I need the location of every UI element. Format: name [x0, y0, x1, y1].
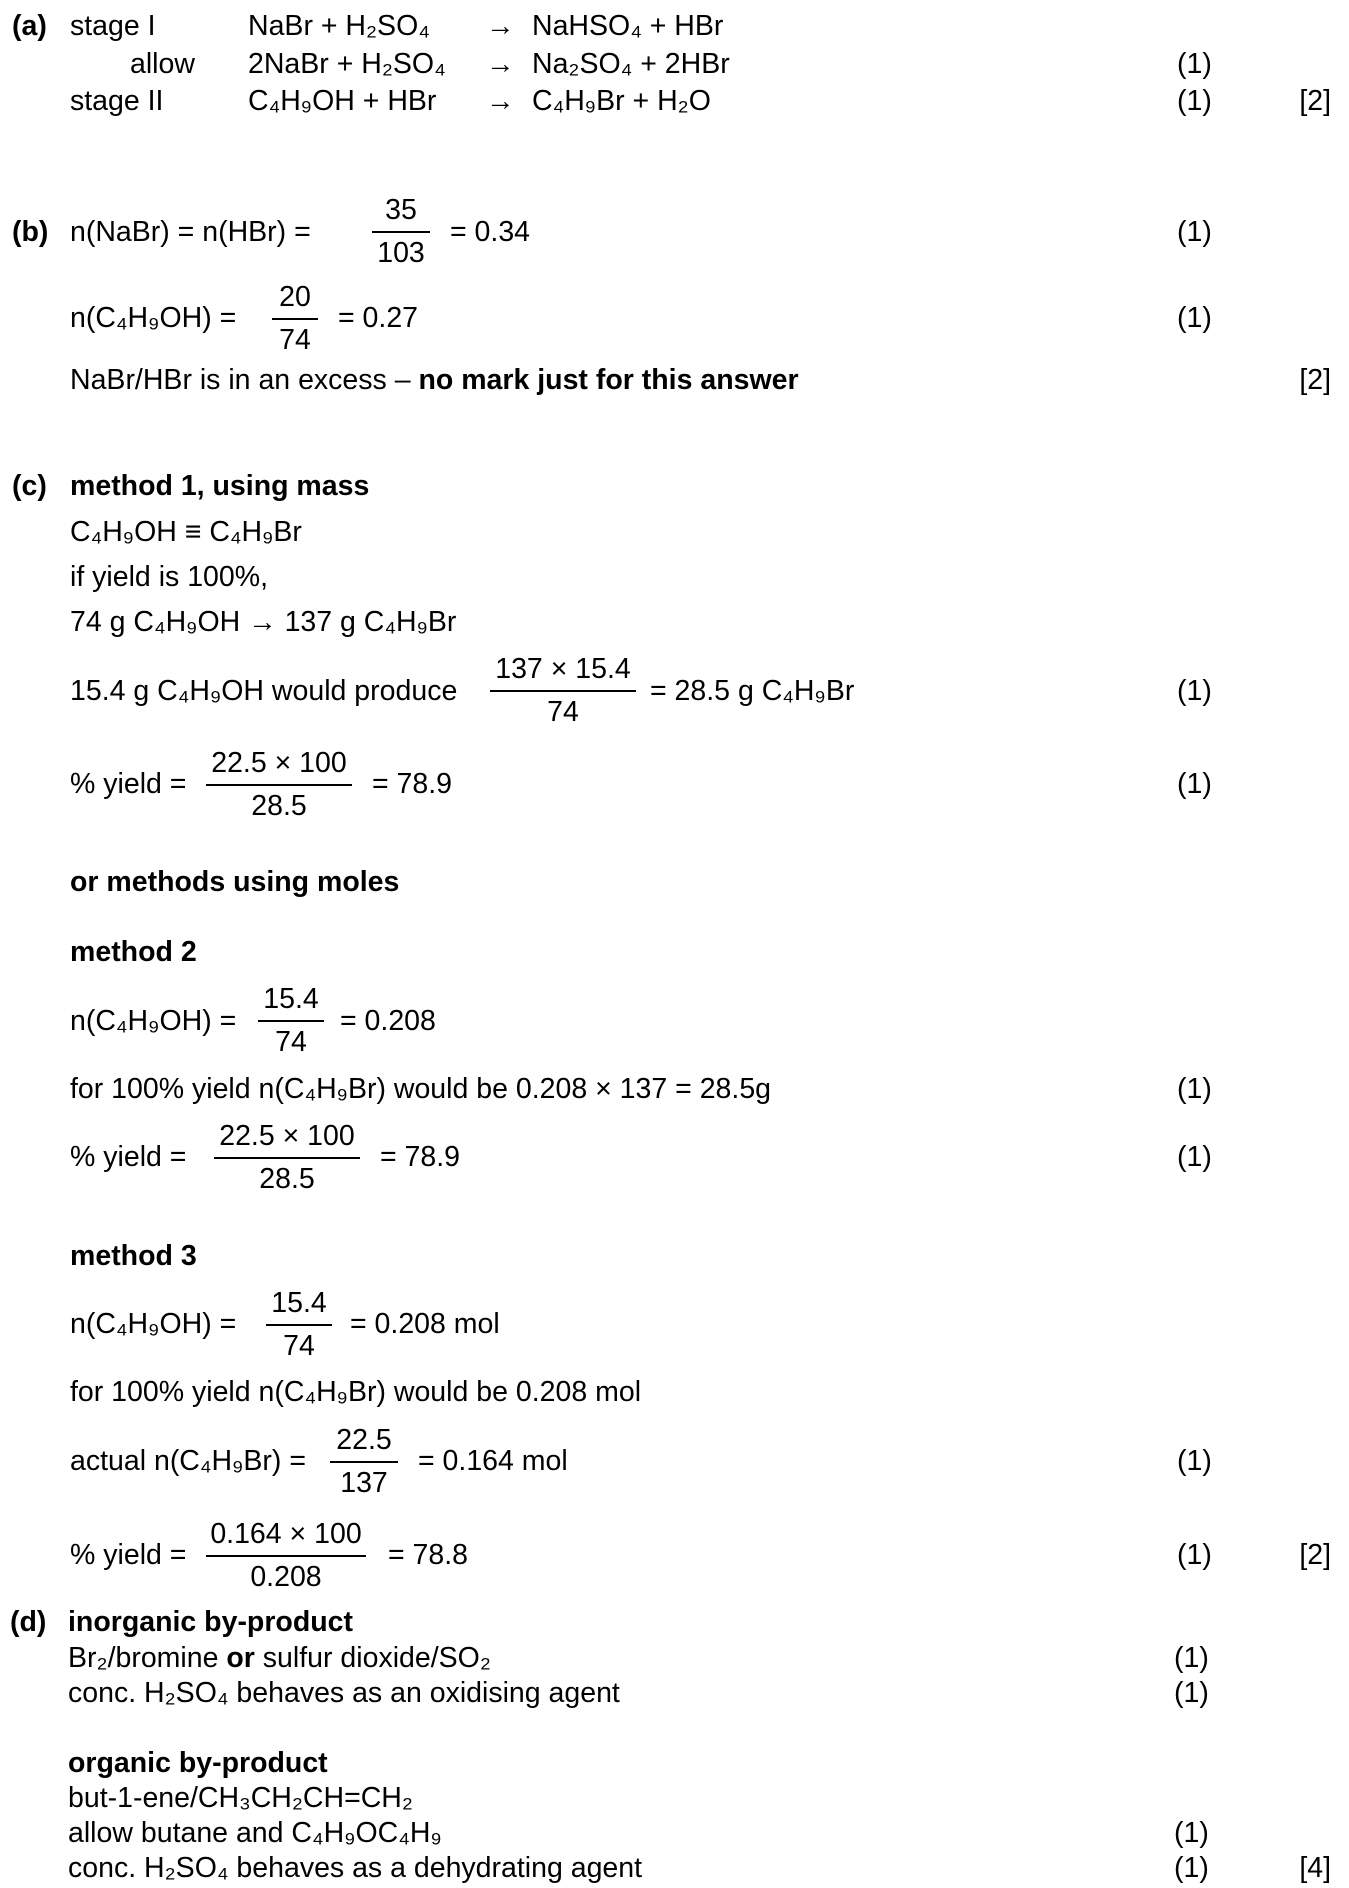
- allow-label: allow: [130, 48, 195, 80]
- part-c-total: [2]: [1299, 1539, 1331, 1571]
- m2-yield-result: = 78.9: [380, 1141, 461, 1173]
- numerator: 0.164 × 100: [210, 1518, 362, 1550]
- numerator: 20: [279, 281, 311, 313]
- m3-result: = 0.208 mol: [350, 1308, 500, 1340]
- m1-fraction: [490, 655, 636, 726]
- mark: (1): [1177, 675, 1212, 707]
- part-a-total: [2]: [1299, 85, 1331, 117]
- inorganic-line-2: conc. H₂SO₄ behaves as an oxidising agent: [68, 1677, 620, 1709]
- b-line2-result: = 0.27: [338, 302, 419, 334]
- arrow: →: [486, 10, 515, 42]
- or-bold: or: [226, 1642, 255, 1674]
- m3-yield-fraction: [206, 1520, 366, 1591]
- m1-yield-fraction: [206, 749, 352, 820]
- mark: (1): [1177, 768, 1212, 800]
- denominator: 74: [283, 1329, 315, 1362]
- stage1-label: stage I: [70, 10, 156, 42]
- m2-yield-lhs: % yield =: [70, 1141, 187, 1173]
- numerator: 15.4: [271, 1287, 327, 1319]
- m1-yield-lhs: % yield =: [70, 768, 187, 800]
- denominator: 137: [340, 1466, 388, 1499]
- part-b-label: (b): [12, 216, 49, 248]
- mark: (1): [1177, 1445, 1212, 1477]
- moles-heading: or methods using moles: [70, 866, 400, 898]
- mark: (1): [1174, 1852, 1209, 1884]
- mark: (1): [1177, 85, 1212, 117]
- denominator: 103: [377, 236, 425, 269]
- stage1-rhs: NaHSO₄ + HBr: [532, 10, 724, 42]
- part-d-label: (d): [10, 1606, 47, 1638]
- denominator: 0.208: [250, 1560, 322, 1593]
- organic-line-3: conc. H₂SO₄ behaves as a dehydrating agent: [68, 1852, 643, 1884]
- mark: (1): [1177, 302, 1212, 334]
- m1-mass: 74 g C₄H₉OH → 137 g C₄H₉Br: [70, 606, 457, 638]
- numerator: 137 × 15.4: [495, 653, 631, 685]
- m2-yield-fraction: [214, 1122, 360, 1193]
- allow-rhs: Na₂SO₄ + 2HBr: [532, 48, 730, 80]
- m3-yield-result: = 78.8: [388, 1539, 469, 1571]
- part-d-total: [4]: [1299, 1852, 1331, 1884]
- b-line1-lhs: n(NaBr) = n(HBr) =: [70, 216, 311, 248]
- denominator: 28.5: [259, 1162, 315, 1195]
- b-fraction-2: [272, 283, 318, 354]
- mark: (1): [1177, 1073, 1212, 1105]
- denominator: 74: [279, 323, 311, 356]
- b-fraction-1: [372, 196, 430, 267]
- part-c-label: (c): [12, 470, 47, 502]
- numerator: 35: [385, 194, 417, 226]
- m2-lhs: n(C₄H₉OH) =: [70, 1005, 237, 1037]
- m3-actual-lhs: actual n(C₄H₉Br) =: [70, 1445, 306, 1477]
- mark: (1): [1174, 1642, 1209, 1674]
- numerator: 22.5 × 100: [211, 747, 347, 779]
- stage1-lhs: NaBr + H₂SO₄: [248, 10, 430, 42]
- allow-lhs: 2NaBr + H₂SO₄: [248, 48, 446, 80]
- b-line2-lhs: n(C₄H₉OH) =: [70, 302, 237, 334]
- b-note-bold: no mark just for this answer: [418, 364, 799, 396]
- organic-line-1: but-1-ene/CH₃CH₂CH=CH₂: [68, 1782, 413, 1814]
- m2-fraction: [258, 985, 324, 1056]
- numerator: 22.5: [336, 1424, 392, 1456]
- method3-heading: method 3: [70, 1240, 197, 1272]
- b-note-text: NaBr/HBr is in an excess –: [70, 364, 411, 396]
- inorg-a: Br₂/bromine: [68, 1642, 219, 1674]
- mark: (1): [1174, 1817, 1209, 1849]
- part-b-total: [2]: [1299, 364, 1331, 396]
- inorg-b: sulfur dioxide/SO₂: [262, 1642, 491, 1674]
- m3-lhs: n(C₄H₉OH) =: [70, 1308, 237, 1340]
- arrow: →: [486, 85, 515, 117]
- numerator: 15.4: [263, 983, 319, 1015]
- denominator: 74: [547, 695, 579, 728]
- method2-heading: method 2: [70, 936, 197, 968]
- m3-for: for 100% yield n(C₄H₉Br) would be 0.208 mol: [70, 1376, 642, 1408]
- m3-actual-fraction: [330, 1426, 398, 1497]
- stage2-label: stage II: [70, 85, 164, 117]
- b-line1-result: = 0.34: [450, 216, 531, 248]
- m1-yield-result: = 78.9: [372, 768, 453, 800]
- denominator: 74: [275, 1025, 307, 1058]
- inorganic-heading: inorganic by-product: [68, 1606, 353, 1638]
- b-note: [70, 366, 799, 395]
- organic-line-2: allow butane and C₄H₉OC₄H₉: [68, 1817, 442, 1849]
- m1-equiv: C₄H₉OH ≡ C₄H₉Br: [70, 516, 302, 548]
- m3-actual-result: = 0.164 mol: [418, 1445, 568, 1477]
- stage2-rhs: C₄H₉Br + H₂O: [532, 85, 711, 117]
- mark: (1): [1177, 216, 1212, 248]
- mark: (1): [1177, 48, 1212, 80]
- m1-result: = 28.5 g C₄H₉Br: [650, 675, 855, 707]
- inorganic-line-1: [68, 1644, 491, 1673]
- m3-fraction: [266, 1289, 332, 1360]
- denominator: 28.5: [251, 789, 307, 822]
- stage2-lhs: C₄H₉OH + HBr: [248, 85, 437, 117]
- mark: (1): [1177, 1539, 1212, 1571]
- m1-produce: 15.4 g C₄H₉OH would produce: [70, 675, 458, 707]
- mark: (1): [1177, 1141, 1212, 1173]
- arrow: →: [486, 48, 515, 80]
- m1-if: if yield is 100%,: [70, 561, 269, 593]
- organic-heading: organic by-product: [68, 1747, 328, 1779]
- m2-for: for 100% yield n(C₄H₉Br) would be 0.208 × 137 = 28.5g: [70, 1073, 772, 1105]
- m2-result: = 0.208: [340, 1005, 436, 1037]
- m3-yield-lhs: % yield =: [70, 1539, 187, 1571]
- mark: (1): [1174, 1677, 1209, 1709]
- numerator: 22.5 × 100: [219, 1120, 355, 1152]
- part-a-label: (a): [12, 10, 47, 42]
- method1-heading: method 1, using mass: [70, 470, 370, 502]
